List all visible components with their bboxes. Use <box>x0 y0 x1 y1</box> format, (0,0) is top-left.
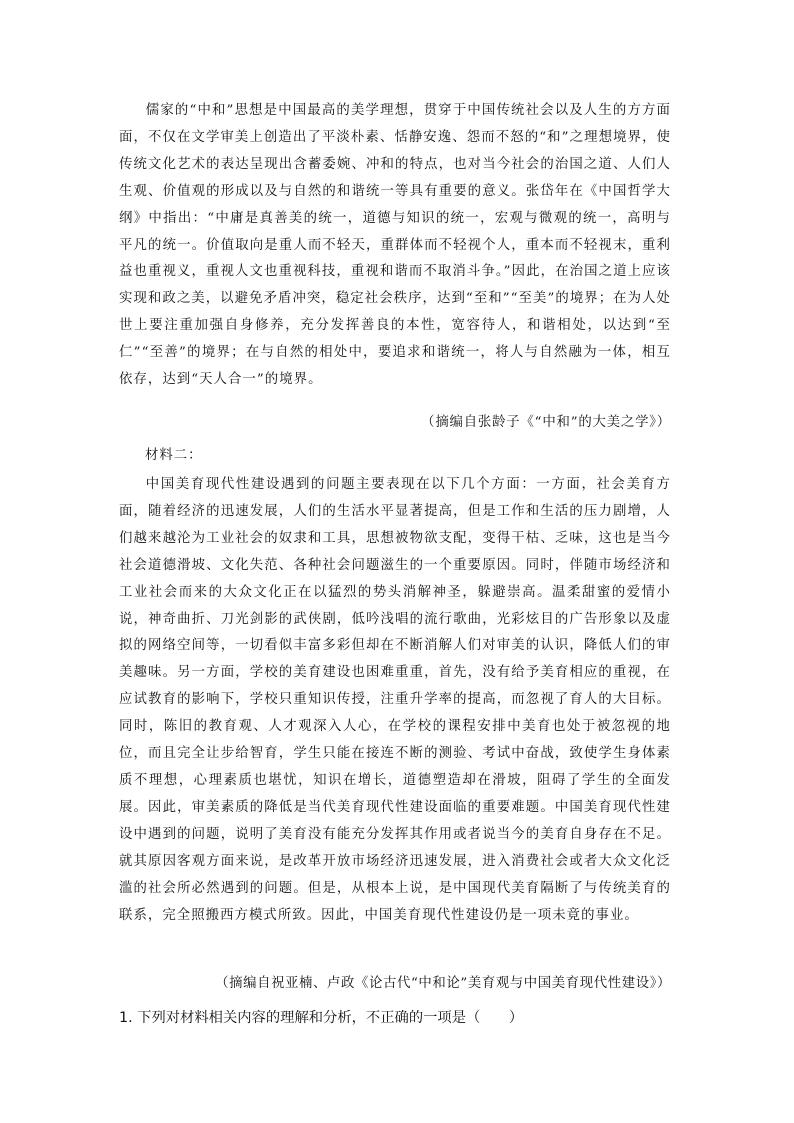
material-2-paragraph: 中国美育现代性建设遇到的问题主要表现在以下几个方面：一方面，社会美育方面，随着经济的迅速发展，人们的生活水平显著提高，但是工作和生活的压力剧增，人们越来越沦为工业社会的奴隶和工具，思想被物欲支配，变得干枯、乏味，这也是当今社会道德滑坡、文化失范、各种社会问题滋生的一个重要原因。同时，伴随市场经济和工业社会而来的大众文化正在以猛烈的势头消解神圣，躲避崇高。温柔甜蜜的爱情小说，神奇曲折、刀光剑影的武侠剧，低吟浅唱的流行歌曲，光彩炫目的广告形象以及虚拟的网络空间等，一切看似丰富多彩但却在不断消解人们对审美的认识，降低人们的审美趣味。另一方面，学校的美育建设也困难重重，首先，没有给予美育相应的重视，在应试教育的影响下，学校只重知识传授，注重升学率的提高，而忽视了育人的大目标。同时，陈旧的教育观、人才观深入人心，在学校的课程安排中美育也处于被忽视的地位，而且完全让步给智育，学生只能在接连不断的测验、考试中奋战，致使学生身体素质不理想，心理素质也堪忧，知识在增长，道德塑造却在滑坡，阻碍了学生的全面发展。因此，审美素质的降低是当代美育现代性建设面临的重要难题。中国美育现代性建设中遇到的问题，说明了美育没有能充分发挥其作用或者说当今的美育自身存在不足。就其原因客观方面来说，是改革开放市场经济迅速发展，进入消费社会或者大众文化泛滥的社会所必然遇到的问题。但是，从根本上说，是中国现代美育隔断了与传统美育的联系，完全照搬西方模式所致。因此，中国美育现代性建设仍是一项未竟的事业。 <box>119 477 671 923</box>
material-1-source: （摘编自张龄子《“中和”的大美之学》） <box>421 415 671 430</box>
material-1-block <box>119 98 671 394</box>
material-2-block <box>119 472 671 929</box>
material-2-label: 材料二： <box>145 448 203 463</box>
material-2-source: （摘编自祝亚楠、卢政《论古代“中和论”美育观与中国美育现代性建设》） <box>215 976 671 991</box>
question-1: 1. 下列对材料相关内容的理解和分析，不正确的一项是（ ） <box>119 1010 524 1026</box>
material-1-paragraph: 儒家的“中和”思想是中国最高的美学理想，贯穿于中国传统社会以及人生的方方面面，不仅在文学审美上创造出了平淡朴素、恬静安逸、怨而不怒的“和”之理想境界，使传统文化艺术的表达呈现出含蓄委婉、冲和的特点，也对当今社会的治国之道、人们人生观、价值观的形成以及与自然的和谐统一等具有重要的意义。张岱年在《中国哲学大纲》中指出：“中庸是真善美的统一，道德与知识的统一，宏观与微观的统一，高明与平凡的统一。价值取向是重人而不轻天，重群体而不轻视个人，重本而不轻视末，重利益也重视义，重视人文也重视科技，重视和谐而不取消斗争。”因此，在治国之道上应该实现和政之美，以避免矛盾冲突，稳定社会秩序，达到“至和”“至美”的境界；在为人处世上要注重加强自身修养，充分发挥善良的本性，宽容待人，和谐相处，以达到“至仁”“至善”的境界；在与自然的相处中，要追求和谐统一，将人与自然融为一体，相互依存，达到“天人合一”的境界。 <box>119 103 671 388</box>
